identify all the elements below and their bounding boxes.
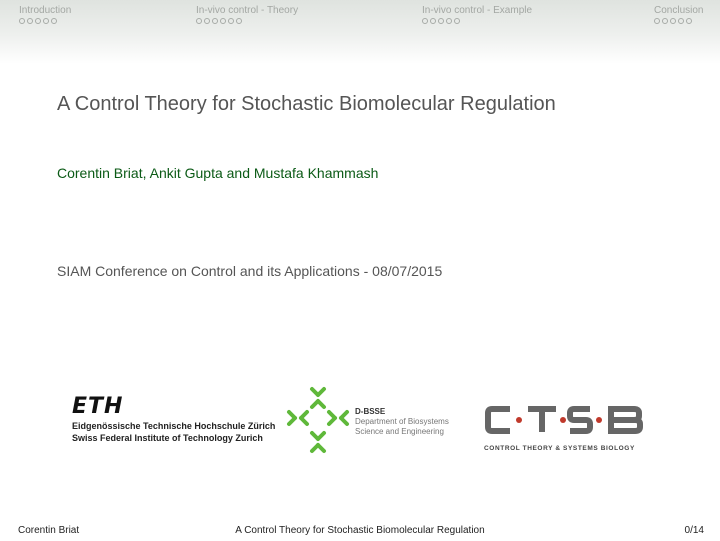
nav-dot[interactable] [454,18,460,24]
nav-dot[interactable] [19,18,25,24]
dbsse-name: D-BSSE [355,407,386,416]
nav-section-conclusion[interactable] [654,5,703,16]
eth-name-english: Swiss Federal Institute of Technology Zurich [72,433,263,443]
nav-dots-conclusion [654,18,692,24]
dbsse-line-1: Department of Biosystems [355,417,449,426]
footer-page-number: 0/14 [684,525,704,536]
nav-dot[interactable] [654,18,660,24]
nav-dot[interactable] [236,18,242,24]
ctsb-subtitle: CONTROL THEORY & SYSTEMS BIOLOGY [484,445,635,452]
eth-wordmark: ETH [72,394,124,419]
slide-title: A Control Theory for Stochastic Biomolecular Regulation [57,93,556,115]
nav-section-theory[interactable] [196,5,298,16]
nav-dots-introduction [19,18,57,24]
nav-dots-example [422,18,460,24]
footer-title[interactable]: A Control Theory for Stochastic Biomolecular Regulation [235,525,485,536]
ctsb-logo [484,404,644,452]
slide-authors: Corentin Briat, Ankit Gupta and Mustafa Khammash [57,165,379,181]
slide-footer [0,522,720,540]
slide-conference: SIAM Conference on Control and its Applications - 08/07/2015 [57,263,443,279]
nav-dot[interactable] [678,18,684,24]
nav-dot[interactable] [204,18,210,24]
dbsse-text [355,407,449,437]
nav-dot[interactable] [422,18,428,24]
nav-dot[interactable] [670,18,676,24]
eth-name-german: Eidgenössische Technische Hochschule Zürich [72,421,276,431]
nav-section-introduction[interactable] [19,5,71,16]
nav-dot[interactable] [35,18,41,24]
nav-dot[interactable] [43,18,49,24]
dbsse-line-2: Science and Engineering [355,427,444,436]
nav-dot[interactable] [430,18,436,24]
nav-dot[interactable] [228,18,234,24]
dbsse-cross-pattern-icon [285,385,351,455]
footer-author[interactable]: Corentin Briat [18,525,80,536]
nav-section-example[interactable] [422,5,532,16]
nav-section-label[interactable]: Conclusion [654,5,704,16]
dbsse-logo [285,385,475,455]
nav-dot[interactable] [196,18,202,24]
nav-section-label[interactable]: Introduction [19,5,72,16]
nav-dot[interactable] [438,18,444,24]
nav-section-label[interactable]: In-vivo control - Example [422,5,533,16]
section-navigation-bar [0,0,720,64]
nav-section-label[interactable]: In-vivo control - Theory [196,5,299,16]
eth-logo [72,395,275,443]
nav-dot[interactable] [27,18,33,24]
nav-dot[interactable] [220,18,226,24]
nav-dot[interactable] [446,18,452,24]
nav-dot[interactable] [51,18,57,24]
nav-dots-theory [196,18,242,24]
ctsb-logo-mark [484,404,644,444]
nav-dot[interactable] [662,18,668,24]
nav-dot[interactable] [212,18,218,24]
nav-dot[interactable] [686,18,692,24]
